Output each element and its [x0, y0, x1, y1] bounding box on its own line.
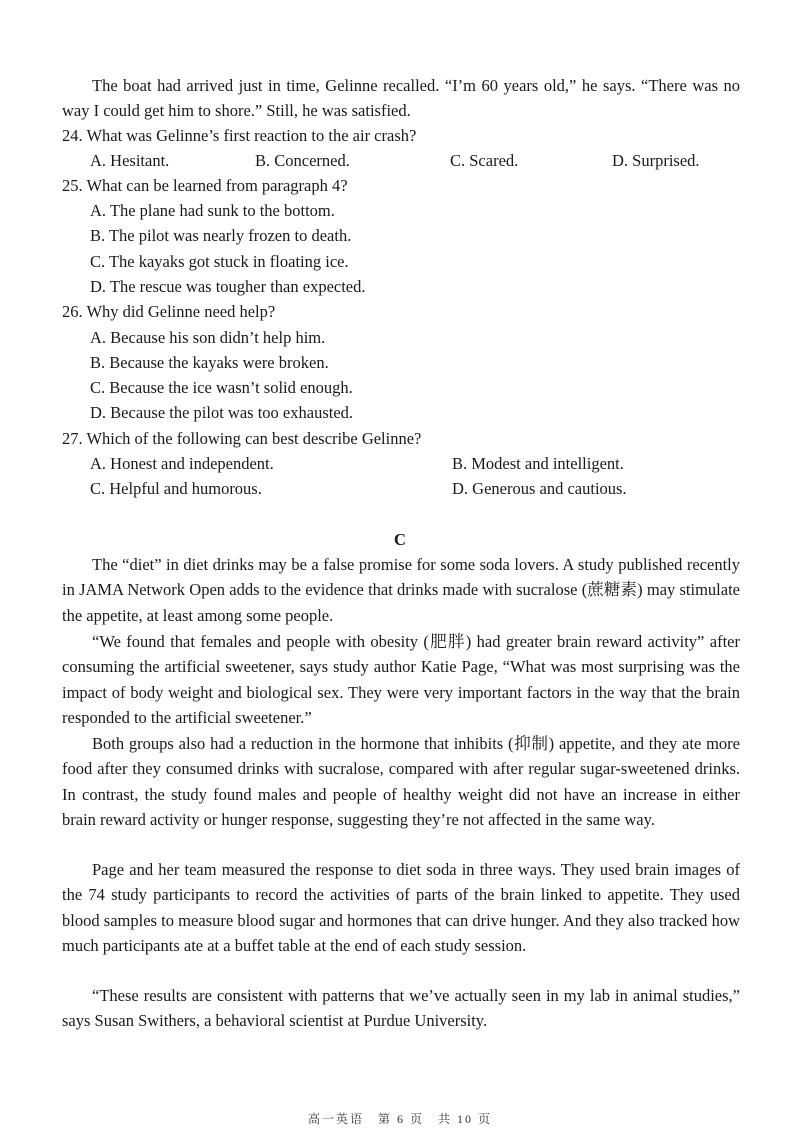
passage-paragraph-2: “We found that females and people with obesity (肥胖) had greater brain reward activity” after consuming the artificial sweetener, says study author Katie Page, “What was most surprising was the impact of body weight and biological sex. They were very important factors in the way that the brain responded to the artificial sweetener.” — [62, 632, 740, 728]
question-25-stem: 25. What can be learned from paragraph 4? — [62, 176, 348, 195]
q27-option-a: A. Honest and independent. — [90, 454, 274, 473]
q26-option-c: C. Because the ice wasn’t solid enough. — [90, 378, 353, 397]
q26-option-b: B. Because the kayaks were broken. — [90, 353, 329, 372]
q27-option-b: B. Modest and intelligent. — [452, 454, 624, 473]
q27-option-d: D. Generous and cautious. — [452, 479, 627, 498]
q27-option-c: C. Helpful and humorous. — [90, 479, 262, 498]
q25-option-c: C. The kayaks got stuck in floating ice. — [90, 252, 349, 271]
question-24-stem: 24. What was Gelinne’s first reaction to the air crash? — [62, 126, 417, 145]
passage-paragraph-3: Both groups also had a reduction in the hormone that inhibits (抑制) appetite, and they ate more food after they consumed drinks with sucralose, compared with after regular sugar-sweetened drinks. In contrast, the study found males and people of healthy weight did not have an increase in either brain reward activity or hunger response, suggesting they’re not affected in the same way. — [62, 734, 740, 830]
section-heading: C — [394, 530, 406, 549]
q26-option-a: A. Because his son didn’t help him. — [90, 328, 326, 347]
q25-option-d: D. The rescue was tougher than expected. — [90, 277, 366, 296]
q25-option-a: A. The plane had sunk to the bottom. — [90, 201, 335, 220]
page-footer: 高一英语 第 6 页 共 10 页 — [307, 1112, 492, 1126]
q24-option-a: A. Hesitant. — [90, 151, 170, 170]
passage-paragraph-1: The “diet” in diet drinks may be a false promise for some soda lovers. A study published recently in JAMA Network Open adds to the evidence that drinks made with sucralose (蔗糖素) may stimulate the appetite, at least among some people. — [62, 555, 740, 625]
q26-option-d: D. Because the pilot was too exhausted. — [90, 403, 354, 422]
passage-paragraph-4: Page and her team measured the response to diet soda in three ways. They used brain images of the 74 study participants to record the activities of parts of the brain linked to appetite. They used blood samples to measure blood sugar and hormones that can drive hunger. And they also tracked how much participants ate at a buffet table at the end of each study session. — [62, 860, 740, 956]
question-27-stem: 27. Which of the following can best describe Gelinne? — [62, 429, 422, 448]
q24-option-b: B. Concerned. — [255, 151, 350, 170]
q24-option-d: D. Surprised. — [612, 151, 700, 170]
q25-option-b: B. The pilot was nearly frozen to death. — [90, 226, 352, 245]
q24-option-c: C. Scared. — [450, 151, 519, 170]
passage-paragraph-5: “These results are consistent with patterns that we’ve actually seen in my lab in animal studies,” says Susan Swithers, a behavioral scientist at Purdue University. — [62, 986, 740, 1031]
intro-paragraph: The boat had arrived just in time, Gelinne recalled. “I’m 60 years old,” he says. “There was no way I could get him to shore.” Still, he was satisfied. — [62, 76, 740, 121]
question-26-stem: 26. Why did Gelinne need help? — [62, 302, 276, 321]
